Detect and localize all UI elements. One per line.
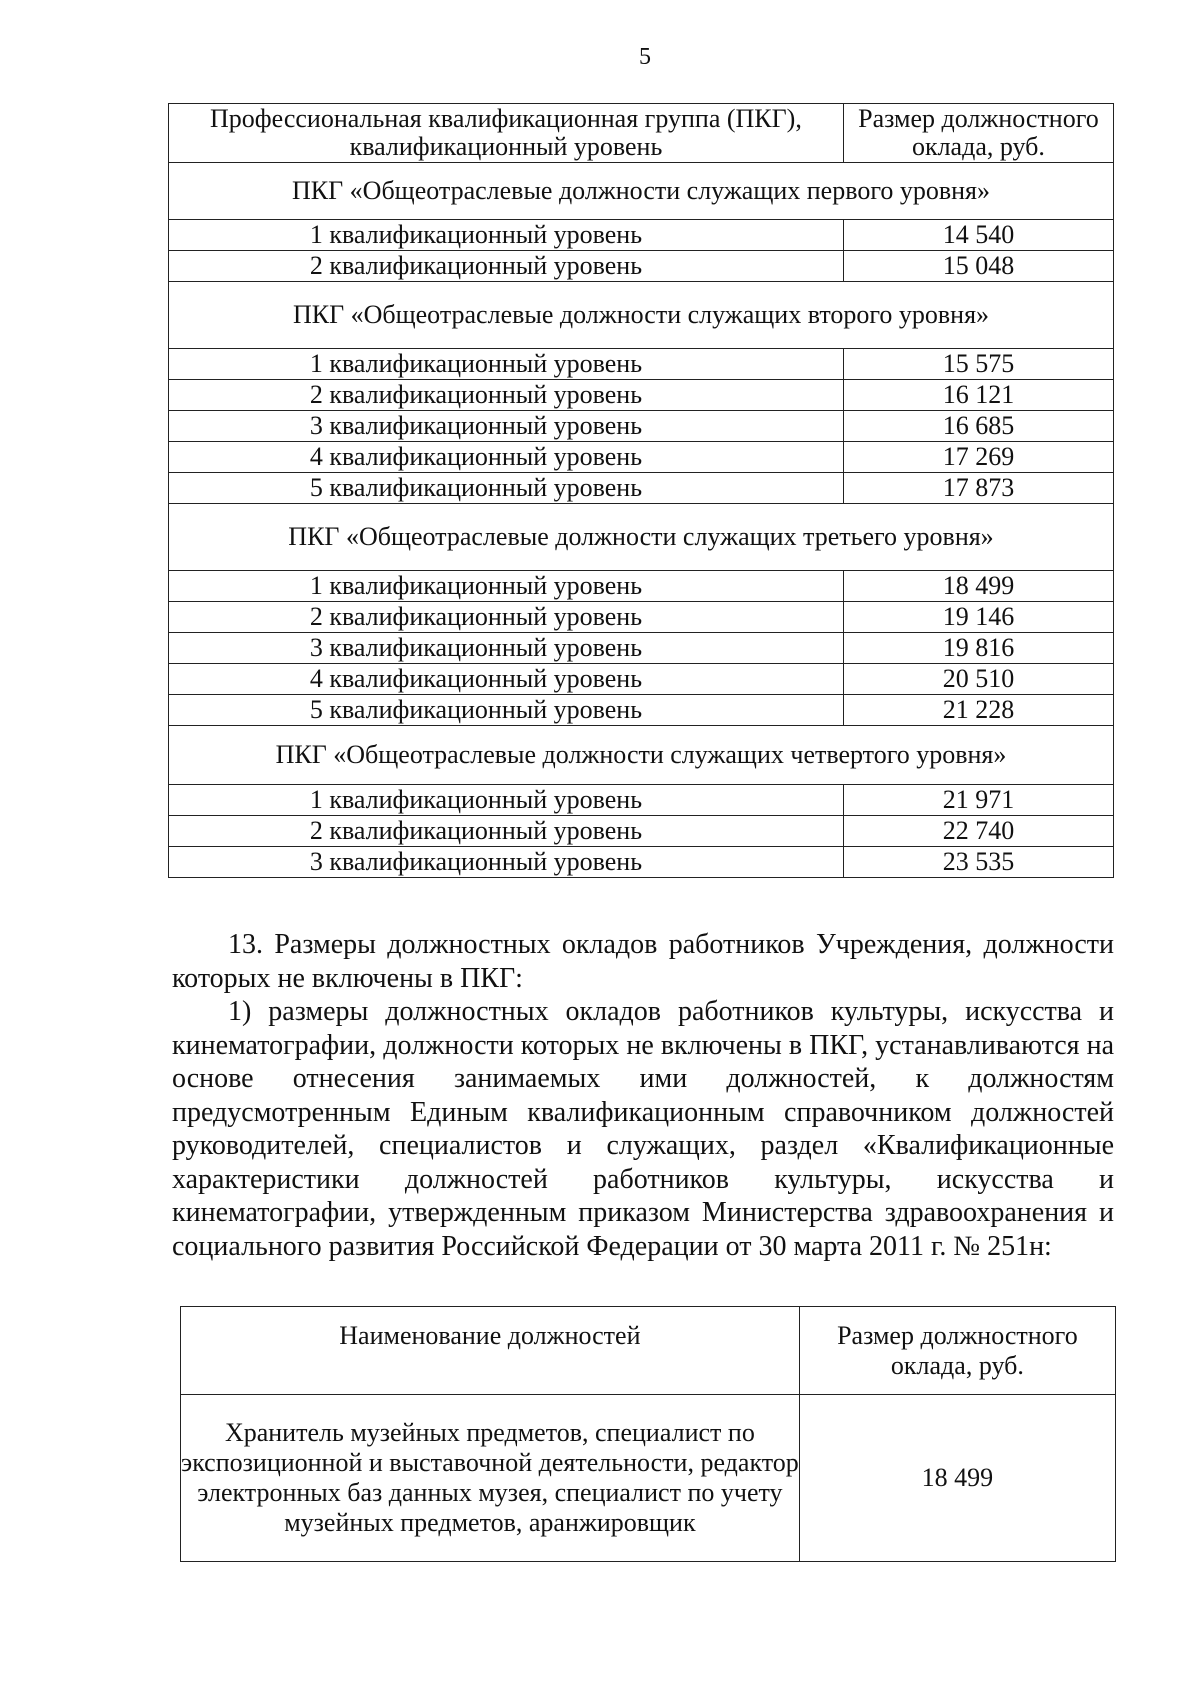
salary-cell: 15 048: [843, 251, 1113, 282]
salary-cell: 20 510: [843, 664, 1113, 695]
table-row: [169, 847, 1114, 878]
salary-table-culture: [180, 1306, 1116, 1562]
table-row: [169, 602, 1114, 633]
level-cell: 4 квалификационный уровень: [169, 442, 844, 473]
salary-cell: 21 971: [843, 785, 1113, 816]
group-title-row: [169, 163, 1114, 220]
header-salary: Размер должностного оклада, руб.: [799, 1307, 1115, 1395]
level-cell: 5 квалификационный уровень: [169, 473, 844, 504]
table-row: [169, 664, 1114, 695]
level-cell: 1 квалификационный уровень: [169, 220, 844, 251]
salary-cell: 16 685: [843, 411, 1113, 442]
level-cell: 3 квалификационный уровень: [169, 847, 844, 878]
level-cell: 5 квалификационный уровень: [169, 695, 844, 726]
header-salary: Размер должностного оклада, руб.: [843, 104, 1113, 163]
salary-table-pkg: [168, 103, 1114, 878]
level-cell: 3 квалификационный уровень: [169, 633, 844, 664]
salary-cell: 23 535: [843, 847, 1113, 878]
salary-cell: 15 575: [843, 349, 1113, 380]
level-cell: 2 квалификационный уровень: [169, 251, 844, 282]
table-row: [169, 695, 1114, 726]
group-title-row: [169, 504, 1114, 571]
table-row: [169, 473, 1114, 504]
group-title: ПКГ «Общеотраслевые должности служащих первого уровня»: [169, 163, 1114, 220]
group-title: ПКГ «Общеотраслевые должности служащих четвертого уровня»: [169, 726, 1114, 785]
table-row: [169, 220, 1114, 251]
header-pkg-level: Профессиональная квалификационная группа (ПКГ), квалификационный уровень: [169, 104, 844, 163]
level-cell: 1 квалификационный уровень: [169, 785, 844, 816]
salary-cell: 22 740: [843, 816, 1113, 847]
level-cell: 2 квалификационный уровень: [169, 602, 844, 633]
table-header-row: [169, 104, 1114, 163]
salary-cell: 18 499: [843, 571, 1113, 602]
salary-cell: 18 499: [799, 1395, 1115, 1562]
salary-cell: 14 540: [843, 220, 1113, 251]
table-row: [169, 571, 1114, 602]
table-row: [181, 1395, 1116, 1562]
group-title: ПКГ «Общеотраслевые должности служащих третьего уровня»: [169, 504, 1114, 571]
section-13-text: [172, 928, 1114, 1263]
level-cell: 1 квалификационный уровень: [169, 571, 844, 602]
salary-cell: 17 269: [843, 442, 1113, 473]
salary-cell: 17 873: [843, 473, 1113, 504]
group-title-row: [169, 282, 1114, 349]
table-row: [169, 349, 1114, 380]
group-title-row: [169, 726, 1114, 785]
positions-cell: Хранитель музейных предметов, специалист по экспозиционной и выставочной деятельности, редактор электронных баз данных музея, специалист по учету музейных предметов, аранжировщик: [181, 1395, 800, 1562]
level-cell: 4 квалификационный уровень: [169, 664, 844, 695]
table-row: [169, 411, 1114, 442]
level-cell: 1 квалификационный уровень: [169, 349, 844, 380]
table-row: [169, 251, 1114, 282]
table-row: [169, 633, 1114, 664]
table-header-row: [181, 1307, 1116, 1395]
table-row: [169, 816, 1114, 847]
header-position-names: Наименование должностей: [181, 1307, 800, 1395]
paragraph-13: 13. Размеры должностных окладов работников Учреждения, должности которых не включены в ПКГ:: [172, 929, 1114, 994]
level-cell: 2 квалификационный уровень: [169, 380, 844, 411]
page-number: 5: [639, 44, 651, 70]
paragraph-13-1: 1) размеры должностных окладов работников культуры, искусства и кинематографии, должности которых не включены в ПКГ, устанавливаются на основе отнесения занимаемых ими должностей, к должностям предусмотренным Единым квалификационным справочником должностей руководителей, специалистов и служащих, раздел «Квалификационные характеристики должностей работников культуры, искусства и кинематографии, утвержденным приказом Министерства здравоохранения и социального развития Российской Федерации от 30 марта 2011 г. № 251н:: [172, 996, 1114, 1262]
salary-cell: 16 121: [843, 380, 1113, 411]
salary-cell: 19 146: [843, 602, 1113, 633]
level-cell: 3 квалификационный уровень: [169, 411, 844, 442]
group-title: ПКГ «Общеотраслевые должности служащих второго уровня»: [169, 282, 1114, 349]
level-cell: 2 квалификационный уровень: [169, 816, 844, 847]
table-row: [169, 442, 1114, 473]
table-row: [169, 380, 1114, 411]
salary-cell: 21 228: [843, 695, 1113, 726]
table-row: [169, 785, 1114, 816]
salary-cell: 19 816: [843, 633, 1113, 664]
